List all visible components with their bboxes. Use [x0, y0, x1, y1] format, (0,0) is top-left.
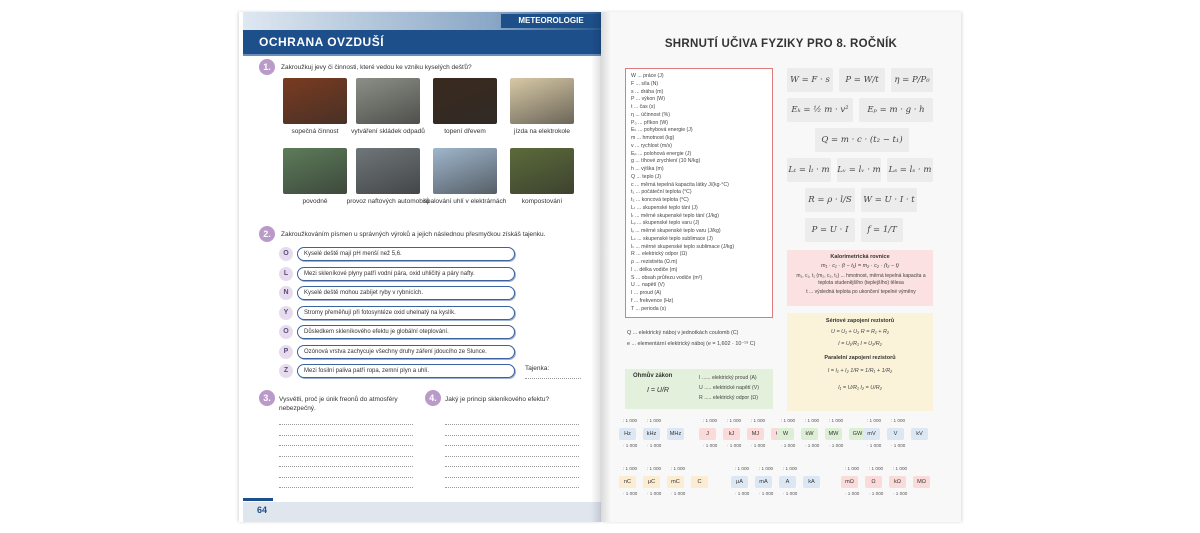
multiply-label: · 1 000: [869, 491, 884, 496]
multiply-label: · 1 000: [735, 491, 750, 496]
multiply-label: · 1 000: [727, 443, 742, 448]
answer-line[interactable]: [279, 456, 413, 457]
chapter-label: METEOROLOGIE: [501, 14, 601, 28]
unit-label: kHz: [643, 428, 660, 440]
letter-badge[interactable]: P: [279, 345, 293, 359]
multiply-label: · 1 000: [623, 443, 638, 448]
unit-label: mV: [863, 428, 880, 440]
answer-line[interactable]: [525, 378, 581, 379]
divide-label: : 1 000: [671, 466, 686, 471]
summary-title: SHRNUTÍ UČIVA FYZIKY PRO 8. ROČNÍK: [664, 38, 898, 50]
image-caption: vytváření skládek odpadů: [351, 128, 425, 135]
parallel-eq-1: I = I₁ + I₂ 1/R = 1/R₁ + 1/R₂: [827, 368, 893, 374]
formula-electric-work: W = U · I · t: [861, 188, 917, 212]
compost-photo: [510, 148, 574, 194]
formula-work: W = F · s: [787, 68, 833, 92]
conversion-chain: [619, 416, 691, 462]
calorimetric-equation: m₁ · c₁ · (t − t₁) = m₂ · c₂ · (t₂ − t): [821, 263, 899, 269]
legend-item: Lₛ ... skupenské teplo sublimace (J): [631, 235, 713, 242]
unit-label: mA: [755, 476, 772, 488]
image-option[interactable]: [346, 148, 430, 208]
divide-label: : 1 000: [623, 466, 638, 471]
multiply-label: · 1 000: [805, 443, 820, 448]
image-option[interactable]: [510, 78, 574, 138]
multiply-label: · 1 000: [867, 443, 882, 448]
multiply-label: · 1 000: [781, 443, 796, 448]
multiply-label: · 1 000: [623, 491, 638, 496]
multiply-label: · 1 000: [891, 443, 906, 448]
multiply-label: · 1 000: [647, 491, 662, 496]
statement-option[interactable]: [279, 364, 519, 378]
question-4-number: 4.: [425, 390, 441, 406]
unit-label: C: [691, 476, 708, 488]
statement-option[interactable]: [279, 286, 519, 300]
header-gradient: [243, 12, 601, 30]
answer-line[interactable]: [445, 435, 579, 436]
charge-line-e: e ... elementární elektrický náboj (e = 1,602 · 10⁻¹⁹ C): [627, 341, 756, 347]
footer-bar: [243, 502, 601, 522]
divide-label: : 1 000: [829, 418, 844, 423]
conversion-chain: [731, 464, 827, 510]
unit-label: V: [887, 428, 904, 440]
question-2-number: 2.: [259, 226, 275, 242]
calorimetric-text-1: m₁, c₁, t₁ (m₂, c₂, t₂) ... hmotnost, měrná tepelná kapacita a teplota studenějšího (teplejšího) tělesa: [796, 273, 926, 286]
power-plant-photo: [433, 148, 497, 194]
answer-line[interactable]: [279, 445, 413, 446]
image-option[interactable]: [423, 148, 507, 208]
divide-label: : 1 000: [759, 466, 774, 471]
statement-option[interactable]: [279, 267, 519, 281]
letter-badge[interactable]: L: [279, 267, 293, 281]
highway-photo: [356, 148, 420, 194]
unit-label: GW: [849, 428, 866, 440]
divide-label: : 1 000: [703, 418, 718, 423]
divide-label: : 1 000: [891, 418, 906, 423]
calorimetric-title: Kalorimetrická rovnice: [830, 254, 890, 260]
landfill-photo: [356, 78, 420, 124]
image-caption: provoz naftových automobilů: [346, 198, 430, 205]
unit-label: μA: [731, 476, 748, 488]
series-title: Sériové zapojení rezistorů: [825, 318, 895, 324]
letter-badge[interactable]: Y: [279, 306, 293, 320]
e-bike-photo: [510, 78, 574, 124]
legend-item: lₜ ... měrné skupenské teplo tání (J/kg): [631, 212, 720, 219]
legend-item: m ... hmotnost (kg): [631, 135, 675, 141]
legend-item: F ... síla (N): [631, 80, 659, 87]
unit-label: kJ: [723, 428, 740, 440]
unit-label: kV: [911, 428, 928, 440]
statement-text: Mezi skleníkové plyny patří vodní pára, oxid uhličitý a páry nafty.: [297, 267, 515, 281]
image-caption: sopečná činnost: [291, 128, 339, 135]
question-1-number: 1.: [259, 59, 275, 75]
legend-item: P ... výkon (W): [631, 96, 665, 103]
legend-item: Eₚ ... polohová energie (J): [631, 150, 692, 157]
title-underline: [243, 54, 601, 56]
unit-label: A: [779, 476, 796, 488]
legend-item: Lᵥ ... skupenské teplo varu (J): [631, 220, 700, 227]
divide-label: : 1 000: [735, 466, 750, 471]
divide-label: : 1 000: [727, 418, 742, 423]
formula-resistance: R = ρ · l/S: [805, 188, 855, 212]
statement-text: Stromy přeměňují při fotosyntéze oxid uhelnatý na kyslík.: [297, 306, 515, 320]
legend-item: c ... měrná tepelná kapacita látky J/(kg·°C): [631, 181, 729, 188]
unit-label: kΩ: [889, 476, 906, 488]
statement-option[interactable]: [279, 247, 519, 261]
statement-text: Kyselé deště mají pH menší než 5,6.: [297, 247, 515, 261]
image-option[interactable]: [510, 148, 574, 208]
answer-line[interactable]: [445, 477, 579, 478]
legend-item: ρ ... rezistivita (Ω.m): [631, 259, 678, 265]
conversion-chain: [777, 416, 873, 462]
page-number: 64: [257, 505, 268, 515]
divide-label: : 1 000: [781, 418, 796, 423]
legend-item: lₛ ... měrné skupenské teplo sublimace (J/kg): [631, 243, 735, 250]
legend-item: I ... proud (A): [631, 290, 662, 296]
question-3-text: Vysvětli, proč je únik freonů do atmosféry nebezpečný.: [279, 396, 398, 412]
left-page: [239, 12, 601, 522]
question-4-text: Jaký je princip skleníkového efektu?: [445, 396, 550, 403]
legend-item: η ... účinnost (%): [631, 111, 670, 118]
divide-label: : 1 000: [647, 418, 662, 423]
unit-label: kW: [801, 428, 818, 440]
unit-label: mC: [667, 476, 684, 488]
right-page: [601, 12, 961, 522]
letter-badge[interactable]: O: [279, 325, 293, 339]
divide-label: : 1 000: [869, 466, 884, 471]
divide-label: : 1 000: [867, 418, 882, 423]
statement-text: Mezi fosilní paliva patří ropa, zemní plyn a uhlí.: [297, 364, 515, 378]
legend-item: f ... frekvence (Hz): [631, 297, 674, 304]
conversion-chain: [863, 416, 935, 462]
page-title-bar: [243, 30, 601, 54]
formula-power: P = W/t: [839, 68, 885, 92]
legend-item: Eₖ ... pohybová energie (J): [631, 127, 693, 134]
divide-label: : 1 000: [623, 418, 638, 423]
answer-line[interactable]: [279, 487, 413, 488]
ohm-item-resistance: R ..... elektrický odpor (Ω): [699, 395, 758, 401]
formula-latent-sublimation: Lₛ = lₛ · m: [887, 158, 933, 182]
unit-label: kA: [803, 476, 820, 488]
unit-label: μC: [643, 476, 660, 488]
question-1-text: Zakroužkuj jevy či činnosti, které vedou ke vzniku kyselých dešťů?: [281, 64, 472, 71]
divide-label: : 1 000: [647, 466, 662, 471]
divide-label: : 1 000: [751, 418, 766, 423]
unit-label: W: [777, 428, 794, 440]
answer-label: Tajenka:: [525, 365, 550, 372]
letter-badge[interactable]: Z: [279, 364, 293, 378]
image-option[interactable]: [433, 78, 497, 138]
divide-label: : 1 000: [893, 466, 908, 471]
answer-line[interactable]: [279, 435, 413, 436]
legend-item: U ... napětí (V): [631, 282, 665, 289]
multiply-label: · 1 000: [893, 491, 908, 496]
ohm-equation: I = U/R: [647, 387, 669, 394]
legend-item: P₀ ... příkon (W): [631, 119, 669, 126]
statement-text: Kyselé deště mohou zabíjet ryby v rybnících.: [297, 286, 515, 300]
answer-line[interactable]: [445, 445, 579, 446]
unit-label: Hz: [619, 428, 636, 440]
page-title: OCHRANA OVZDUŠÍ: [259, 35, 385, 49]
flood-photo: [283, 148, 347, 194]
stove-photo: [433, 78, 497, 124]
conversion-chain: [619, 464, 715, 510]
multiply-label: · 1 000: [845, 491, 860, 496]
divide-label: : 1 000: [845, 466, 860, 471]
answer-line[interactable]: [279, 466, 413, 467]
unit-label: J: [699, 428, 716, 440]
image-option[interactable]: [283, 78, 347, 138]
letter-badge[interactable]: O: [279, 247, 293, 261]
legend-item: t ... čas (s): [631, 104, 656, 110]
multiply-label: · 1 000: [647, 443, 662, 448]
legend-item: Lₜ ... skupenské teplo tání (J): [631, 204, 698, 211]
unit-label: MW: [825, 428, 842, 440]
series-eq-1: U = U₁ + U₂ R = R₁ + R₂: [830, 329, 890, 335]
multiply-label: · 1 000: [829, 443, 844, 448]
formula-electric-power: P = U · I: [805, 218, 855, 242]
image-option[interactable]: [283, 148, 347, 208]
resistor-circuits-box: [787, 313, 933, 411]
question-3-number: 3.: [259, 390, 275, 406]
image-caption: povodně: [302, 198, 328, 205]
parallel-eq-2: I₁ = U/R₁ I₂ = U/R₂: [838, 385, 882, 391]
legend-item: t₁ ... počáteční teplota (°C): [631, 189, 692, 196]
volcano-photo: [283, 78, 347, 124]
legend-item: v ... rychlost (m/s): [631, 142, 672, 149]
footer-accent: [243, 498, 273, 501]
statement-option[interactable]: [279, 345, 519, 359]
unit-label: mΩ: [841, 476, 858, 488]
divide-label: : 1 000: [805, 418, 820, 423]
formula-latent-boiling: Lᵥ = lᵥ · m: [837, 158, 881, 182]
answer-line[interactable]: [279, 477, 413, 478]
statement-text: Ozónová vrstva zachycuje všechny druhy záření jdoucího ze Slunce.: [297, 345, 515, 359]
ohm-title: Ohmův zákon: [633, 373, 673, 379]
question-2-text: Zakroužkováním písmen u správných výroků a jejich následnou přesmyčkou získáš tajenku.: [281, 231, 546, 238]
legend-item: h ... výška (m): [631, 166, 664, 172]
image-caption: topení dřevem: [444, 128, 486, 135]
image-caption: kompostování: [521, 198, 563, 205]
answer-line[interactable]: [445, 456, 579, 457]
unit-label: MΩ: [913, 476, 930, 488]
series-eq-2: I = U₁/R₁ I = U₂/R₂: [838, 341, 882, 347]
image-caption: spalování uhlí v elektrárnách: [423, 198, 507, 205]
multiply-label: · 1 000: [759, 491, 774, 496]
textbook-spread: [239, 12, 961, 522]
divide-label: : 1 000: [783, 466, 798, 471]
multiply-label: · 1 000: [671, 491, 686, 496]
statement-text: Důsledkem skleníkového efektu je globální oteplování.: [297, 325, 515, 339]
calorimetric-box: [787, 250, 933, 306]
unit-label: Ω: [865, 476, 882, 488]
legend-item: R ... elektrický odpor (Ω): [631, 251, 688, 258]
formula-latent-melting: Lₜ = lₜ · m: [787, 158, 831, 182]
answer-line[interactable]: [279, 424, 413, 425]
statement-option[interactable]: [279, 306, 519, 320]
legend-item: lᵥ ... měrné skupenské teplo varu (J/kg): [631, 228, 721, 234]
unit-label: nC: [619, 476, 636, 488]
multiply-label: · 1 000: [751, 443, 766, 448]
formula-frequency: f = 1/T: [861, 218, 903, 242]
answer-line[interactable]: [445, 487, 579, 488]
legend-item: g ... tíhové zrychlení (10 N/kg): [631, 158, 701, 165]
legend-item: T ... perioda (s): [631, 305, 667, 312]
multiply-label: · 1 000: [703, 443, 718, 448]
image-caption: jízda na elektrokole: [513, 128, 570, 135]
calorimetric-text-2: t ... výsledná teplota po ukončení tepelné výměny: [806, 289, 916, 295]
parallel-title: Paralelní zapojení rezistorů: [824, 355, 896, 361]
legend-item: S ... obsah průřezu vodiče (m²): [631, 274, 703, 281]
symbol-legend: [625, 68, 773, 318]
multiply-label: · 1 000: [783, 491, 798, 496]
conversion-chain: [841, 464, 937, 510]
legend-item: s ... dráha (m): [631, 88, 664, 95]
legend-item: l ... délka vodiče (m): [631, 266, 678, 273]
formula-potential-energy: Eₚ = m · g · h: [859, 98, 933, 122]
unit-label: MHz: [667, 428, 684, 440]
formula-efficiency: η = P/P₀: [891, 68, 933, 92]
charge-line-q: Q ... elektrický náboj v jednotkách coulomb (C): [627, 330, 739, 336]
unit-label: MJ: [747, 428, 764, 440]
statement-option[interactable]: [279, 325, 519, 339]
letter-badge[interactable]: N: [279, 286, 293, 300]
ohm-item-current: I ...... elektrický proud (A): [699, 375, 757, 381]
ohm-law-box: [625, 369, 773, 409]
legend-item: Q ... teplo (J): [631, 173, 661, 180]
image-option[interactable]: [351, 78, 425, 138]
legend-item: t₂ ... koncová teplota (°C): [631, 197, 689, 203]
answer-line[interactable]: [445, 424, 579, 425]
ohm-item-voltage: U ..... elektrické napětí (V): [699, 385, 759, 391]
formula-kinetic-energy: Eₖ = ½ m · v²: [787, 98, 853, 122]
legend-item: W ... práce (J): [631, 73, 664, 79]
answer-line[interactable]: [445, 466, 579, 467]
formula-heat: Q = m · c · (t₂ − t₁): [815, 128, 909, 152]
